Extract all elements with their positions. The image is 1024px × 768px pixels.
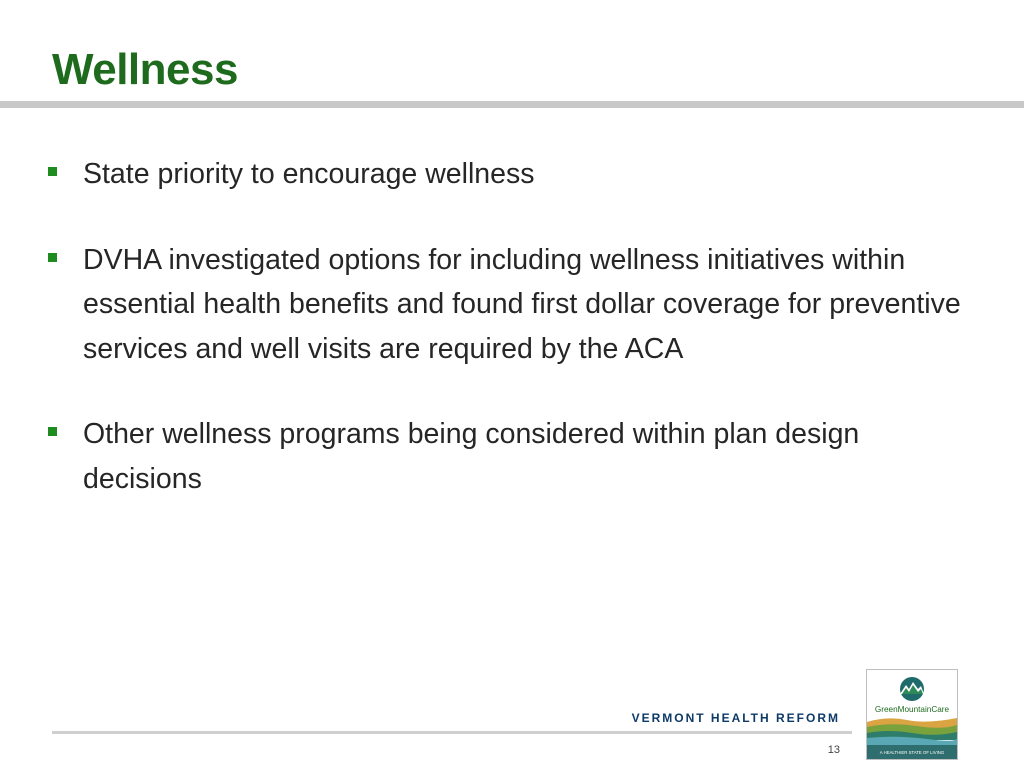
logo-wordmark: GreenMountainCare (874, 705, 950, 714)
page-number: 13 (827, 744, 840, 756)
logo-tagline: A HEALTHIER STATE OF LIVING (879, 750, 945, 755)
bullet-text: DVHA investigated options for including wellness initiatives within essential health benefits and found first dollar coverage for preventive services and well visits are required by the ACA (83, 243, 961, 365)
square-bullet-icon (48, 253, 57, 262)
bullet-item (46, 238, 966, 372)
title-divider (0, 101, 1024, 108)
square-bullet-icon (48, 167, 57, 176)
bullet-list (46, 152, 966, 501)
footer-organization: VERMONT HEALTH REFORM (631, 711, 840, 725)
square-bullet-icon (48, 427, 57, 436)
bullet-text: Other wellness programs being considered within plan design decisions (83, 418, 860, 495)
slide-title: Wellness (52, 45, 238, 94)
mountain-logo-icon (867, 670, 957, 759)
footer-divider (52, 731, 852, 734)
green-mountain-care-logo (866, 669, 958, 760)
bullet-item (46, 412, 966, 501)
bullet-item (46, 152, 966, 197)
bullet-text: State priority to encourage wellness (83, 158, 535, 190)
